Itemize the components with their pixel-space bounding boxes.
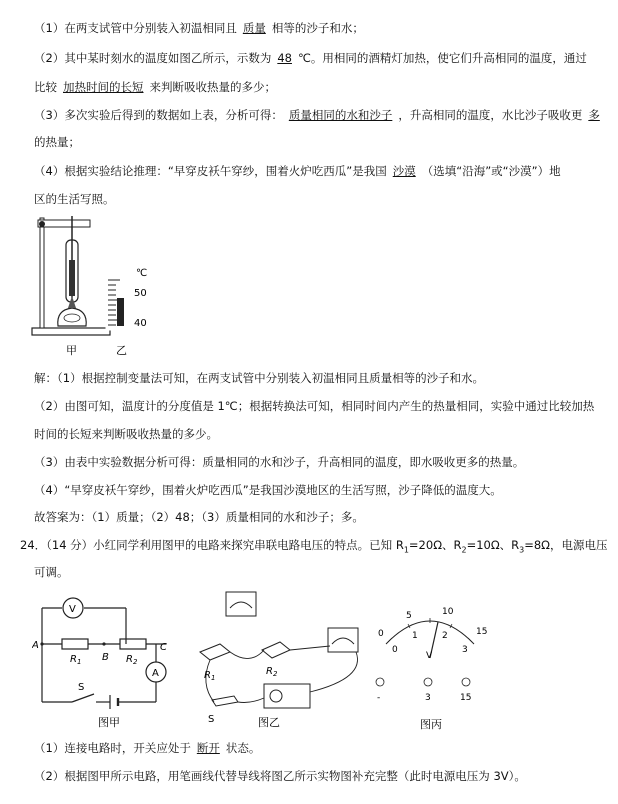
stand-rod [40, 218, 44, 328]
q24-line-p2: （2）根据图甲所示电路，用笔画线代替导线将图乙所示实物图补充完整（此时电源电压为 3V）。 [34, 769, 526, 783]
label-r1: $R_1$ [70, 654, 82, 666]
voltmeter-device [226, 592, 256, 616]
q24-line-p1: （1）连接电路时，开关应处于 断开 状态。 [34, 741, 261, 755]
q23-line7: 区的生活写照。 [34, 192, 115, 206]
svg-text:1: 1 [412, 631, 418, 641]
clamp [38, 220, 90, 227]
blank-more: 多 [588, 108, 600, 122]
solution-line3: 时间的长短来判断吸收热量的多少。 [34, 427, 218, 441]
q23-line2: （2）其中某时刻水的温度如图乙所示，示数为 48 ℃。用相同的酒精灯加热，使它们升高相同的温度，通过 [34, 51, 587, 65]
stand-base [32, 328, 110, 335]
label-r2-yi: $R_2$ [266, 666, 278, 678]
label-r2: $R_2$ [126, 654, 138, 666]
q23-line5: 的热量； [34, 135, 80, 149]
svg-text:V: V [69, 604, 76, 615]
svg-text:A: A [152, 668, 159, 679]
tick-50: 50 [134, 288, 147, 299]
solution-line4: （3）由表中实验数据分析可得：质量相同的水和沙子，升高相同的温度，即水吸收更多的热量。 [34, 455, 525, 469]
solution-line2: （2）由图可知，温度计的分度值是 1℃；根据转换法可知，相同时间内产生的热量相同，实验中通过比较加热 [34, 399, 595, 413]
physical-circuit-yi [190, 588, 370, 734]
heating-apparatus-figure [28, 212, 168, 362]
node-a: A [32, 640, 39, 651]
answer-line: 故答案为：（1）质量；（2）48；（3）质量相同的水和沙子；多。 [34, 510, 364, 524]
blank-heating-time: 加热时间的长短 [63, 80, 144, 94]
svg-text:15: 15 [476, 627, 488, 637]
voltmeter-dial-bing [372, 604, 492, 732]
alcohol-lamp [58, 308, 86, 326]
label-yi: 乙 [116, 344, 127, 357]
svg-text:0: 0 [378, 629, 384, 639]
q23-line6: （4）根据实验结论推理：“早穿皮袄午穿纱，围着火炉吃西瓜”是我国 沙漠 （选填“沿海”或“沙漠”）地 [34, 164, 561, 178]
svg-text:10: 10 [442, 607, 454, 617]
q24-intro: 24．（14 分）小红同学利用图甲的电路来探究串联电路电压的特点。已知 $R_1=20\Omega$、$R_2=10\Omega$、$R_3=8\Omega$，电源电压 [20, 538, 608, 555]
circuit-diagram-jia [32, 596, 180, 731]
resistor-r1-device [200, 644, 230, 660]
svg-text:3: 3 [425, 693, 431, 703]
q23-line1: （1）在两支试管中分别装入初温相同且 质量 相等的沙子和水； [34, 21, 364, 35]
resistor-r2-device [262, 642, 290, 658]
svg-text:15: 15 [460, 693, 472, 703]
svg-text:5: 5 [406, 611, 412, 621]
svg-text:-: - [377, 693, 381, 703]
solution-line5: （4）“早穿皮袄午穿纱，围着火炉吃西瓜”是我国沙漠地区的生活写照，沙子降低的温度大。 [34, 483, 502, 497]
label-r1-yi: $R_1$ [204, 670, 216, 682]
blank-48: 48 [277, 51, 292, 65]
label-s: S [78, 682, 85, 693]
caption-yi: 图乙 [258, 716, 280, 729]
svg-text:3: 3 [462, 645, 468, 655]
thermo-unit: ℃ [136, 268, 148, 279]
solution-line1: 解：（1）根据控制变量法可知，在两支试管中分别装入初温相同且质量相等的沙子和水。 [34, 371, 485, 385]
dial-unit: V [426, 651, 433, 661]
caption-bing: 图丙 [420, 718, 442, 731]
ammeter-device [328, 628, 358, 652]
node-b: B [102, 652, 109, 663]
blank-open: 断开 [196, 741, 220, 755]
switch-device [212, 696, 238, 706]
q24-intro-2: 可调。 [34, 565, 69, 579]
q23-line3: 比较 加热时间的长短 来判断吸收热量的多少； [34, 80, 276, 94]
node-c: C [160, 642, 167, 653]
blank-mass: 质量 [242, 21, 266, 35]
q23-line4: （3）多次实验后得到的数据如上表，分析可得： 质量相同的水和沙子 ，升高相同的温度，水比沙子吸收更 多 [34, 108, 606, 122]
tick-40: 40 [134, 318, 147, 329]
blank-desert: 沙漠 [392, 164, 416, 178]
resistor-r1-symbol [62, 639, 88, 649]
blank-same-mass: 质量相同的水和沙子 [288, 108, 393, 122]
label-jia: 甲 [66, 344, 77, 357]
caption-jia: 图甲 [98, 716, 120, 729]
svg-text:2: 2 [442, 631, 448, 641]
label-s-yi: S [208, 714, 215, 725]
resistor-r2-symbol [120, 639, 146, 649]
svg-text:0: 0 [392, 645, 398, 655]
